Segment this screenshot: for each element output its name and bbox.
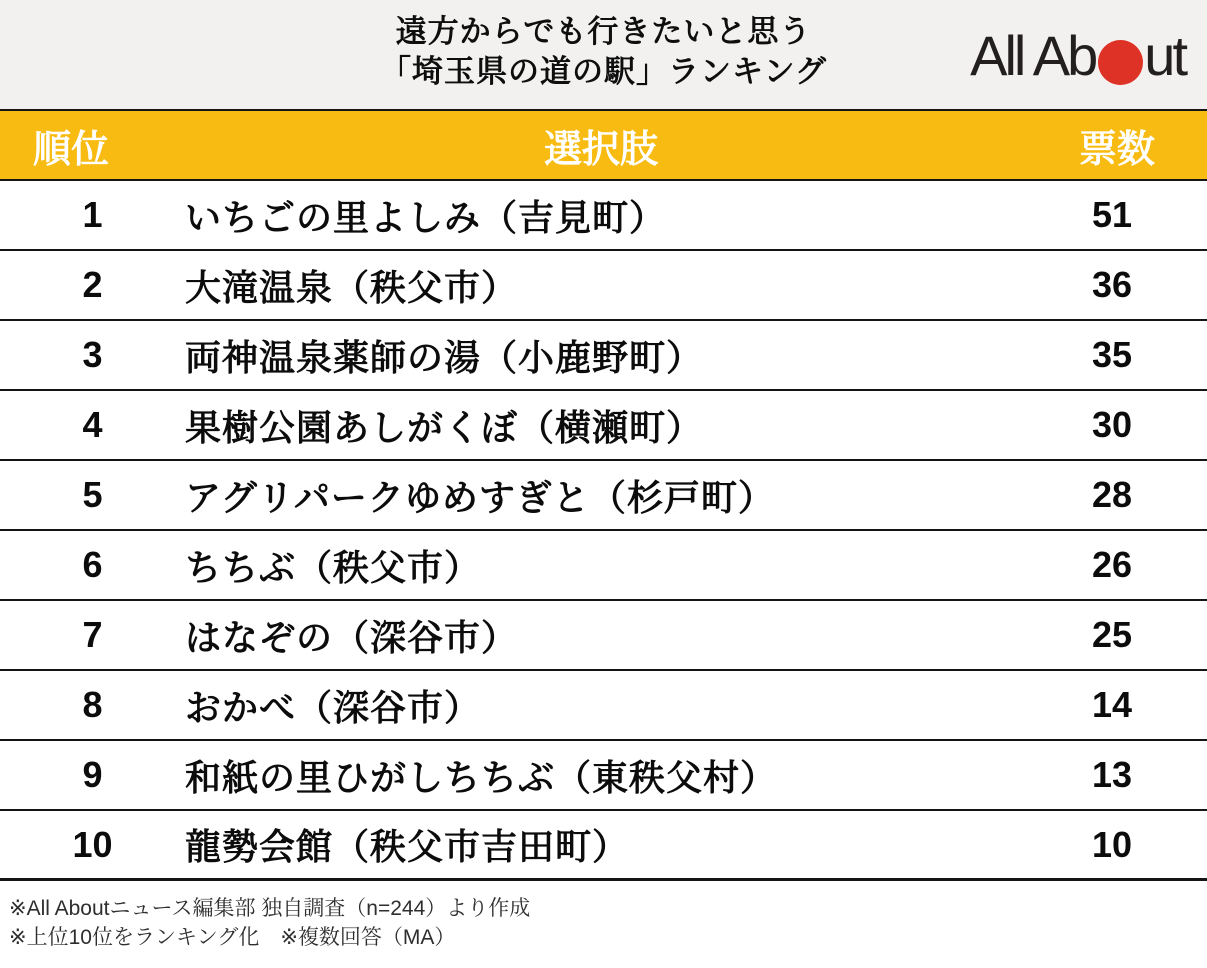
rank-cell: 5: [82, 474, 103, 515]
table-row: [0, 531, 1207, 601]
votes-cell: 36: [1091, 264, 1133, 305]
rank-cell: 6: [82, 544, 103, 585]
logo-text-before: All Ab: [970, 23, 1096, 87]
table-header-row: [0, 111, 1207, 181]
table-row: [0, 321, 1207, 391]
choice-cell: おかべ（深谷市）: [185, 686, 482, 728]
rank-cell: 1: [82, 194, 103, 235]
choice-cell: 大滝温泉（秩父市）: [185, 266, 519, 308]
choice-cell: ちちぶ（秩父市）: [185, 546, 482, 588]
footer-notes: [0, 881, 1207, 952]
title-line-1: 遠方からでも行きたいと思う: [395, 14, 812, 49]
table-row: [0, 811, 1207, 881]
votes-cell: 28: [1091, 474, 1133, 515]
all-about-logo: [970, 22, 1185, 88]
logo-text-after: ut: [1144, 23, 1185, 87]
column-header-choice: 選択肢: [543, 128, 658, 171]
footer-note-2: ※上位10位をランキング化 ※複数回答（MA）: [9, 926, 456, 949]
table-row: [0, 251, 1207, 321]
choice-cell: いちごの里よしみ（吉見町）: [185, 196, 667, 238]
choice-cell: 龍勢会館（秩父市吉田町）: [185, 826, 630, 867]
table-row: [0, 671, 1207, 741]
rank-cell: 10: [72, 823, 113, 865]
choice-cell: 果樹公園あしがくぼ（横瀬町）: [185, 406, 704, 448]
choice-cell: はなぞの（深谷市）: [185, 616, 519, 658]
ranking-table: [0, 181, 1207, 881]
choice-cell: 和紙の里ひがしちちぶ（東秩父村）: [185, 756, 778, 798]
rank-cell: 4: [82, 404, 103, 445]
choice-cell: アグリパークゆめすぎと（杉戸町）: [185, 476, 775, 518]
column-header-votes: 票数: [1078, 128, 1155, 171]
table-row: [0, 601, 1207, 671]
rank-cell: 9: [82, 754, 103, 795]
rank-cell: 2: [82, 264, 103, 305]
rank-cell: 8: [82, 684, 103, 725]
votes-cell: 26: [1091, 544, 1133, 585]
title-line-2: 「埼玉県の道の駅」ランキング: [379, 54, 828, 89]
votes-cell: 25: [1091, 614, 1133, 655]
table-row: [0, 461, 1207, 531]
red-circle-icon: [1098, 40, 1143, 85]
column-header-rank: 順位: [33, 128, 110, 171]
top-band: [0, 0, 1207, 111]
table-row: [0, 181, 1207, 251]
rank-cell: 3: [82, 334, 103, 375]
rank-cell: 7: [82, 614, 103, 655]
table-row: [0, 391, 1207, 461]
votes-cell: 35: [1091, 334, 1133, 375]
votes-cell: 51: [1091, 194, 1133, 235]
votes-cell: 10: [1091, 823, 1133, 865]
table-row: [0, 741, 1207, 811]
choice-cell: 両神温泉薬師の湯（小鹿野町）: [185, 336, 704, 378]
votes-cell: 13: [1091, 754, 1133, 795]
votes-cell: 14: [1091, 684, 1133, 725]
footer-note-1: ※All Aboutニュース編集部 独自調査（n=244）より作成: [9, 897, 531, 920]
votes-cell: 30: [1091, 404, 1133, 445]
